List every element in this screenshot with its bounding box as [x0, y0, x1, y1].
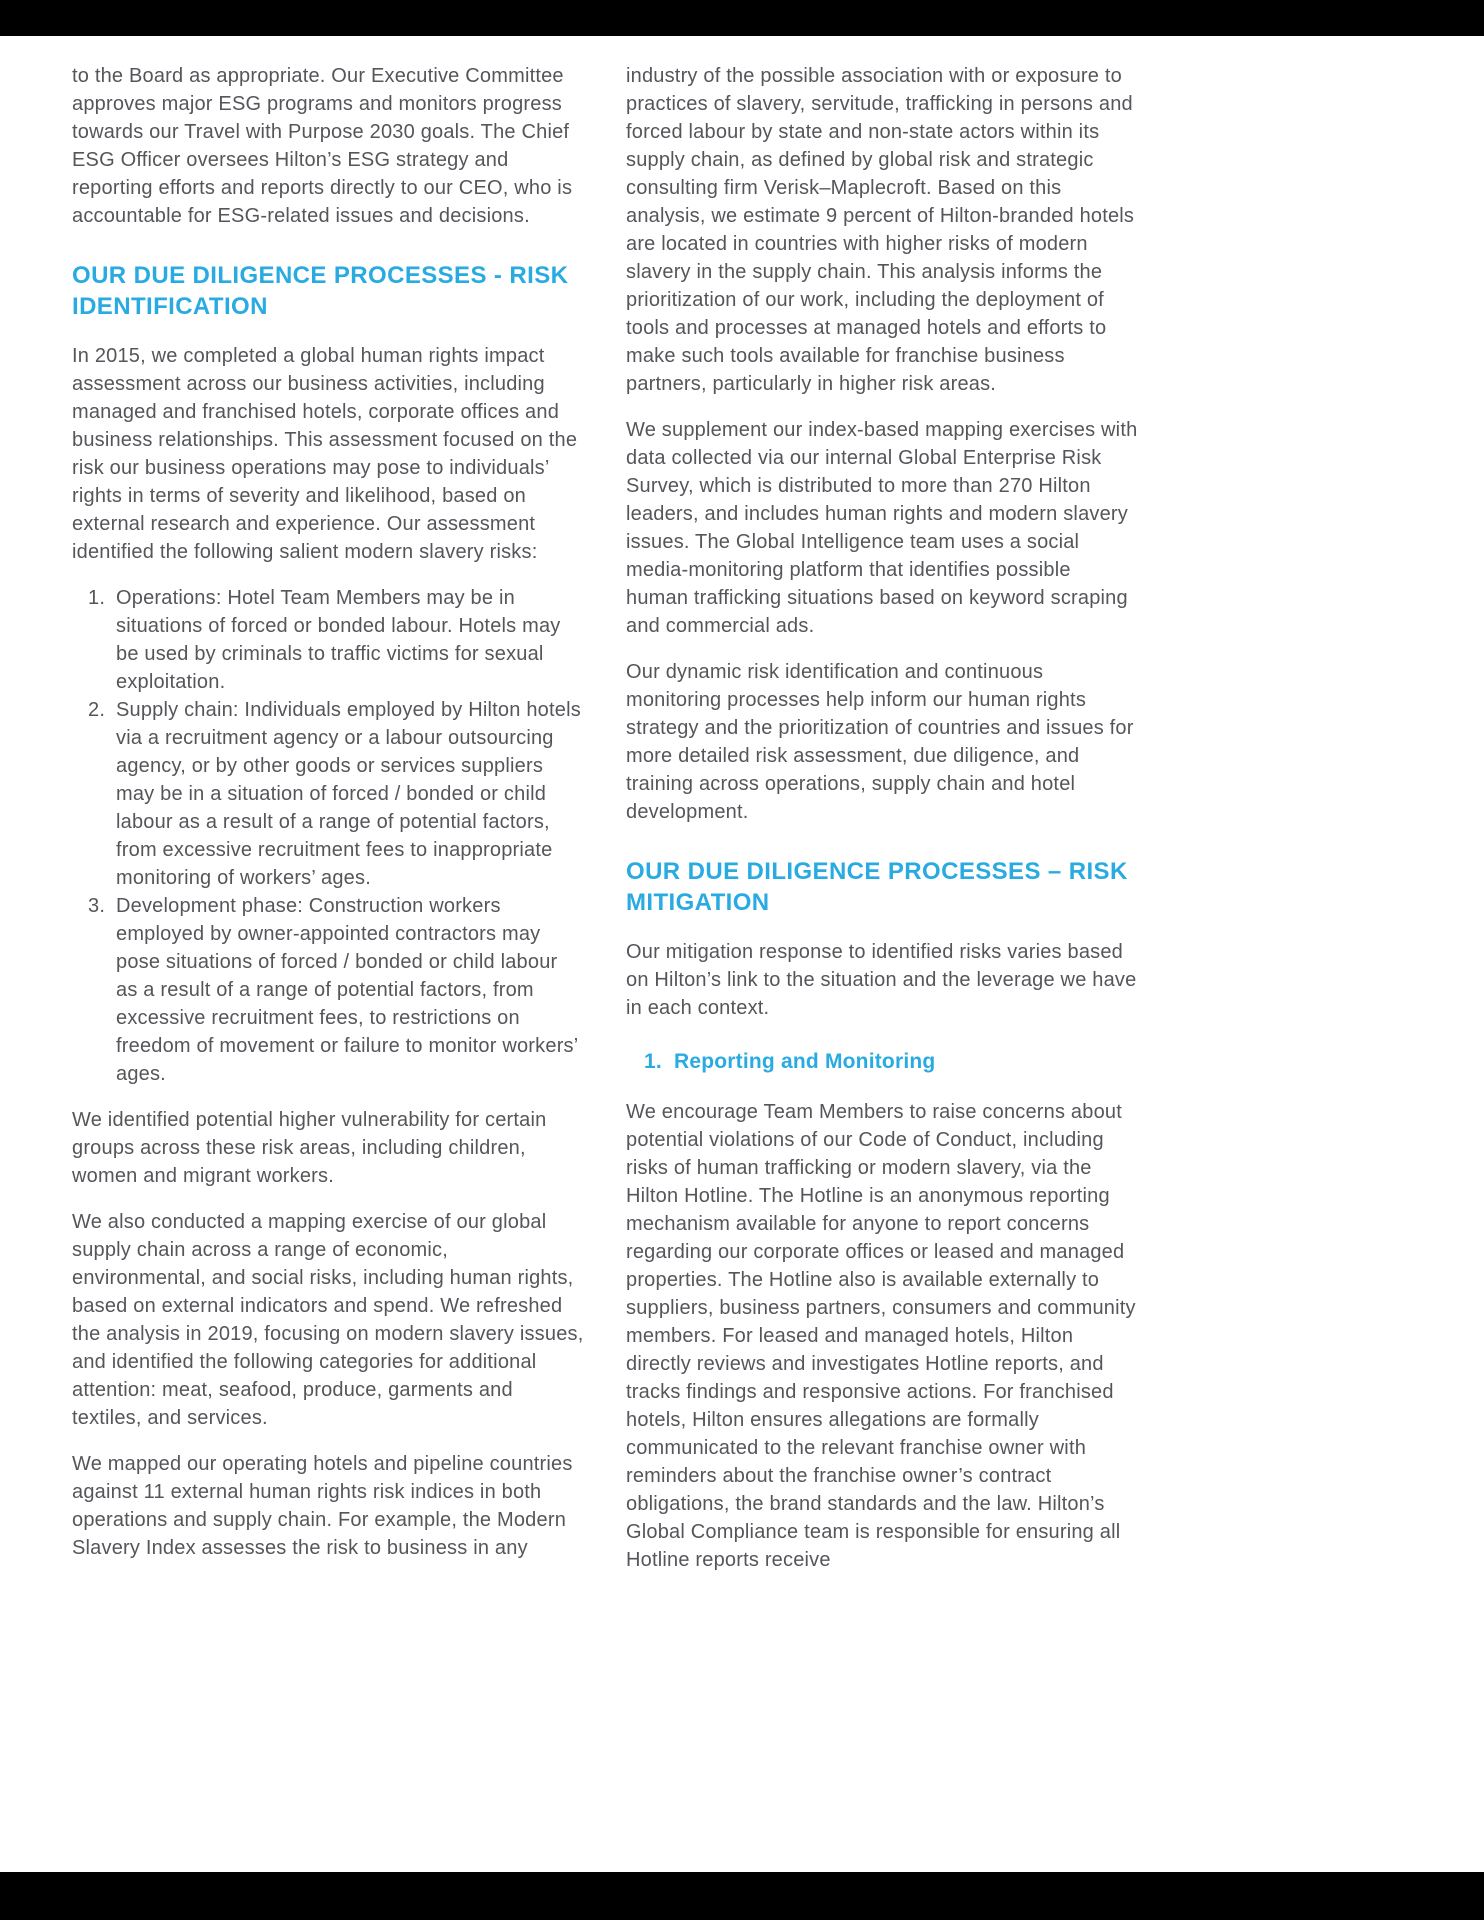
page-top-edge [0, 0, 1484, 36]
list-item [72, 892, 584, 1088]
list-item-number: 3. [88, 895, 106, 917]
paragraph-governance-continuation: to the Board as appropriate. Our Executive Committee approves major ESG programs and monitors progress towards our Travel with Purpose 2030 goals. The Chief ESG Officer oversees Hilton’s ESG strategy and reporting efforts and reports directly to our CEO, who is accountable for ESG-related issues and decisions. [72, 65, 573, 227]
list-item-text: Operations: Hotel Team Members may be in situations of forced or bonded labour. Hotels may be used by criminals to traffic victims for sexual exploitation. [116, 587, 561, 693]
list-item-text: Supply chain: Individuals employed by Hilton hotels via a recruitment agency or a labour outsourcing agency, or by other goods or services suppliers may be in a situation of forced / bonded or child labour as a result of a range of potential factors, from excessive recruitment fees to inappropriate monitoring of workers’ ages. [116, 699, 581, 889]
subheading-label: Reporting and Monitoring [674, 1050, 936, 1073]
paragraph-mapping-exercise: We also conducted a mapping exercise of our global supply chain across a range of economic, environmental, and social risks, including human rights, based on external indicators and spend. We refreshed the analysis in 2019, focusing on modern slavery issues, and identified the following categories for additional attention: meat, seafood, produce, garments and textiles, and services. [72, 1211, 584, 1429]
left-column [72, 62, 584, 1592]
paragraph-vulnerability: We identified potential higher vulnerability for certain groups across these risk areas, including children, women and migrant workers. [72, 1109, 547, 1187]
paragraph-risk-survey: We supplement our index-based mapping exercises with data collected via our internal Global Enterprise Risk Survey, which is distributed to more than 270 Hilton leaders, and includes human rights and modern slavery issues. The Global Intelligence team uses a social media-monitoring platform that identifies possible human trafficking situations based on keyword scraping and commercial ads. [626, 419, 1138, 637]
page-bottom-edge [0, 1872, 1484, 1920]
heading-risk-mitigation: OUR DUE DILIGENCE PROCESSES – RISK MITIGATION [626, 858, 1128, 916]
heading-risk-identification: OUR DUE DILIGENCE PROCESSES - RISK IDENTIFICATION [72, 262, 569, 320]
paragraph-hotline: We encourage Team Members to raise concerns about potential violations of our Code of Conduct, including risks of human trafficking or modern slavery, via the Hilton Hotline. The Hotline is an anonymous reporting mechanism available for anyone to report concerns regarding our corporate offices or leased and managed properties. The Hotline also is available externally to suppliers, business partners, consumers and community members. For leased and managed hotels, Hilton directly reviews and investigates Hotline reports, and tracks findings and responsive actions. For franchised hotels, Hilton ensures allegations are formally communicated to the relevant franchise owner with reminders about the franchise owner’s contract obligations, the brand standards and the law. Hilton’s Global Compliance team is responsible for ensuring all Hotline reports receive [626, 1101, 1136, 1571]
paragraph-mitigation-response: Our mitigation response to identified risks varies based on Hilton’s link to the situation and the leverage we have in each context. [626, 941, 1137, 1019]
paragraph-industry-exposure: industry of the possible association with or exposure to practices of slavery, servitude, trafficking in persons and forced labour by state and non-state actors within its supply chain, as defined by global risk and strategic consulting firm Verisk–Maplecroft. Based on this analysis, we estimate 9 percent of Hilton-branded hotels are located in countries with higher risks of modern slavery in the supply chain. This analysis informs the prioritization of our work, including the deployment of tools and processes at managed hotels and efforts to make such tools available for franchise business partners, particularly in higher risk areas. [626, 65, 1135, 395]
paragraph-risk-indices: We mapped our operating hotels and pipeline countries against 11 external human rights risk indices in both operations and supply chain. For example, the Modern Slavery Index assesses the risk to business in any [72, 1453, 573, 1559]
paragraph-dynamic-risk: Our dynamic risk identification and continuous monitoring processes help inform our human rights strategy and the prioritization of countries and issues for more detailed risk assessment, due diligence, and training across operations, supply chain and hotel development. [626, 661, 1134, 823]
subheading-number: 1. [644, 1050, 662, 1073]
list-item [72, 584, 584, 696]
list-item [72, 696, 584, 892]
list-item-text: Development phase: Construction workers employed by owner-appointed contractors may pose situations of forced / bonded or child labour as a result of a range of potential factors, from excessive recruitment fees, to restrictions on freedom of movement or failure to monitor workers’ ages. [116, 895, 578, 1085]
list-item-number: 1. [88, 587, 106, 609]
right-column [626, 62, 1138, 1592]
subheading-reporting-monitoring [626, 1048, 1138, 1076]
list-item-number: 2. [88, 699, 106, 721]
paragraph-assessment: In 2015, we completed a global human rights impact assessment across our business activities, including managed and franchised hotels, corporate offices and business relationships. This assessment focused on the risk our business operations may pose to individuals’ rights in terms of severity and likelihood, based on external research and experience. Our assessment identified the following salient modern slavery risks: [72, 345, 578, 563]
page-content [72, 62, 1138, 1592]
risk-list [72, 584, 584, 1088]
